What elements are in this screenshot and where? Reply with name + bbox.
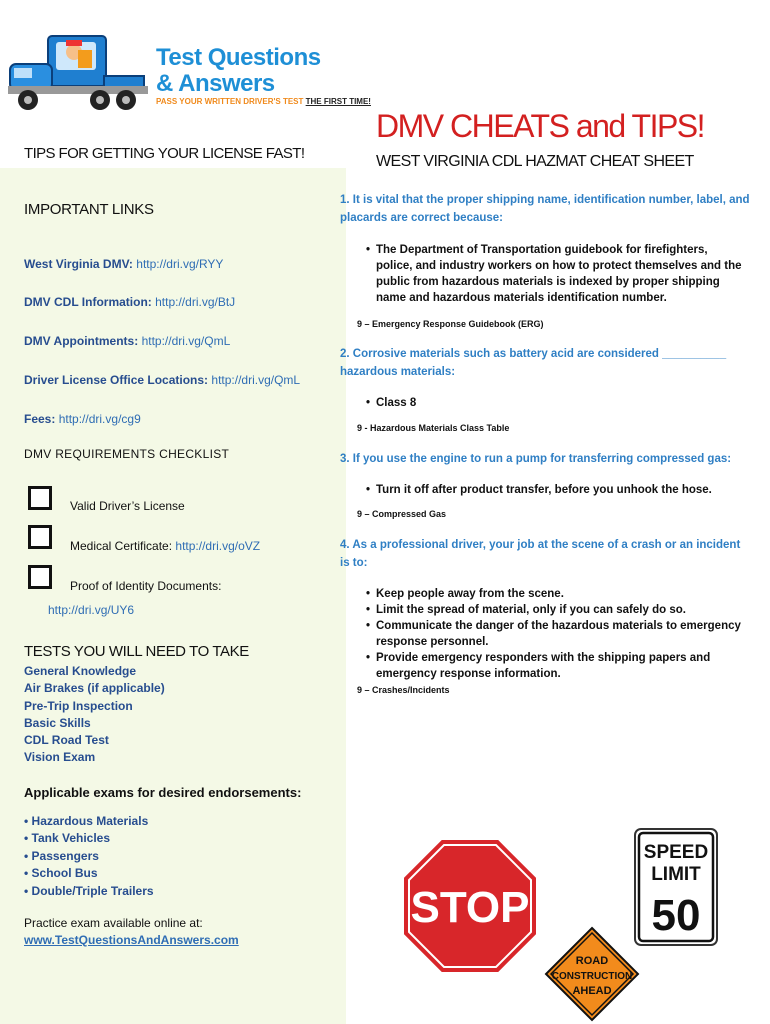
speed-limit-sign-icon: [634, 828, 718, 946]
checklist-item-medical-certificate: [70, 539, 260, 553]
important-links-heading: IMPORTANT LINKS: [24, 201, 154, 218]
answer-item: • Provide emergency responders with the shipping papers and emergency response information.: [366, 650, 746, 682]
link-url[interactable]: http://dri.vg/QmL: [211, 373, 301, 387]
reference-2: 9 - Hazardous Materials Class Table: [357, 423, 510, 433]
checkbox-drivers-license[interactable]: [28, 486, 52, 510]
speed-sign-line1: SPEED: [643, 842, 709, 863]
logo-title-line1: Test Questions: [156, 44, 321, 71]
list-item: • Passengers: [24, 848, 99, 863]
proof-of-identity-link[interactable]: http://dri.vg/UY6: [48, 603, 135, 617]
link-row-appointments: [24, 334, 230, 348]
checklist-item-label: Medical Certificate:: [70, 539, 173, 553]
logo-title-line2: & Answers: [156, 70, 275, 97]
list-item: • Double/Triple Trailers: [24, 883, 154, 898]
link-url[interactable]: http://dri.vg/QmL: [141, 334, 231, 348]
answer-item: • Class 8: [366, 395, 746, 411]
brand-logo: [4, 30, 371, 114]
checkbox-medical-certificate[interactable]: [28, 525, 52, 549]
list-item: Pre-Trip Inspection: [24, 698, 133, 713]
question-3: 3. If you use the engine to run a pump for transferring compressed gas:: [340, 453, 732, 465]
reference-4: 9 – Crashes/Incidents: [357, 685, 450, 695]
answer-item: • Turn it off after product transfer, before you unhook the hose.: [366, 482, 746, 498]
road-sign-line2: CONSTRUCTION: [551, 971, 633, 982]
link-row-cdl-info: [24, 295, 235, 309]
page-title: DMV CHEATS and TIPS!: [376, 108, 705, 144]
answer-item: • The Department of Transportation guidebook for firefighters, police, and industry workers on how to protect themselves and the public from hazardous materials is indexed by proper shipping name and hazardous materials identification number.: [366, 242, 746, 306]
link-label: Fees:: [24, 412, 56, 426]
list-item: Air Brakes (if applicable): [24, 681, 165, 696]
link-label: Driver License Office Locations:: [24, 373, 209, 387]
endorsements-list: [24, 813, 154, 900]
answer-item: • Communicate the danger of the hazardous materials to emergency response personnel.: [366, 618, 746, 650]
list-item: General Knowledge: [24, 664, 137, 678]
truck-icon: [4, 30, 152, 114]
link-label: DMV CDL Information:: [24, 295, 152, 309]
answers-1: [366, 242, 746, 306]
answer-item: • Keep people away from the scene.: [366, 586, 746, 602]
stop-sign-icon: [400, 836, 540, 976]
stop-sign-text: STOP: [410, 883, 530, 932]
question-4: 4. As a professional driver, your job at the scene of a crash or an incident is to:: [340, 539, 741, 569]
page-subtitle: WEST VIRGINIA CDL HAZMAT CHEAT SHEET: [376, 153, 694, 170]
checkbox-proof-of-identity[interactable]: [28, 565, 52, 589]
endorsements-heading: Applicable exams for desired endorsements:: [24, 785, 302, 800]
checklist-item-drivers-license: Valid Driver’s License: [70, 499, 185, 513]
link-label: DMV Appointments:: [24, 334, 139, 348]
list-item: CDL Road Test: [24, 733, 109, 748]
list-item: Vision Exam: [24, 750, 96, 765]
link-row-office-locations: [24, 373, 300, 387]
link-row-fees: [24, 412, 141, 426]
question-2: 2. Corrosive materials such as battery acid are considered __________ hazardous materials:: [340, 348, 727, 378]
medical-certificate-link[interactable]: http://dri.vg/oVZ: [175, 539, 261, 553]
tests-heading: TESTS YOU WILL NEED TO TAKE: [24, 643, 249, 660]
link-url[interactable]: http://dri.vg/BtJ: [155, 295, 236, 309]
tests-list: [24, 663, 165, 767]
logo-tagline-text: PASS YOUR WRITTEN DRIVER'S TEST: [156, 97, 304, 106]
list-item: • School Bus: [24, 866, 98, 881]
answers-4: [366, 586, 746, 682]
answers-2: [366, 395, 746, 411]
reference-1: 9 – Emergency Response Guidebook (ERG): [357, 319, 544, 329]
speed-sign-value: 50: [651, 891, 701, 940]
logo-tagline: [156, 97, 371, 106]
practice-exam-link[interactable]: www.TestQuestionsAndAnswers.com: [24, 933, 239, 947]
link-url[interactable]: http://dri.vg/RYY: [136, 257, 224, 271]
answer-item: • Limit the spread of material, only if you can safely do so.: [366, 602, 746, 618]
list-item: Basic Skills: [24, 715, 91, 730]
speed-sign-line2: LIMIT: [651, 864, 701, 885]
checklist-heading: DMV REQUIREMENTS CHECKLIST: [24, 447, 230, 461]
list-item: • Tank Vehicles: [24, 831, 111, 846]
tips-heading: TIPS FOR GETTING YOUR LICENSE FAST!: [24, 145, 305, 162]
road-construction-sign-icon: [544, 926, 640, 1022]
checklist-item-proof-of-identity: Proof of Identity Documents:: [70, 579, 222, 593]
answers-3: [366, 482, 746, 498]
link-url[interactable]: http://dri.vg/cg9: [58, 412, 141, 426]
link-row-wv-dmv: [24, 257, 223, 271]
list-item: • Hazardous Materials: [24, 814, 149, 828]
road-sign-line1: ROAD: [575, 955, 609, 967]
road-sign-line3: AHEAD: [572, 985, 612, 997]
practice-exam-text: Practice exam available online at:: [24, 916, 203, 930]
question-1: 1. It is vital that the proper shipping name, identification number, label, and placards are correct because:: [340, 194, 750, 224]
link-label: West Virginia DMV:: [24, 257, 133, 271]
logo-tagline-emphasis: THE FIRST TIME!: [305, 97, 371, 106]
reference-3: 9 – Compressed Gas: [357, 509, 447, 519]
